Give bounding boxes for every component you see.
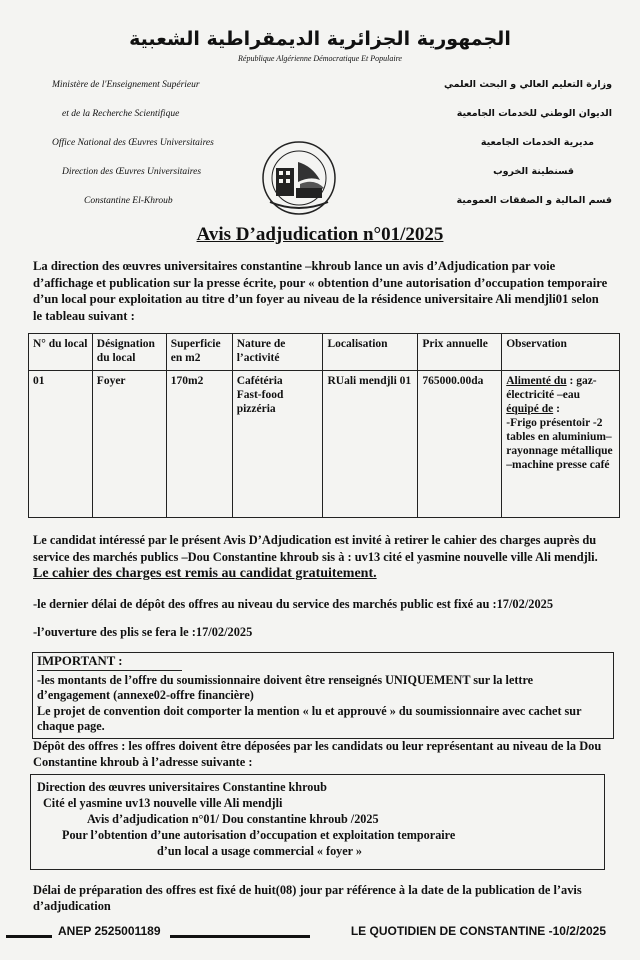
cell-designation: Foyer bbox=[92, 371, 166, 518]
right-institution-block bbox=[432, 74, 612, 219]
cell-num: 01 bbox=[29, 371, 93, 518]
obs-equipe-label: équipé de bbox=[506, 403, 554, 415]
col-header: Désignation du local bbox=[92, 334, 166, 371]
cahier-gratuit: Le cahier des charges est remis au candidat gratuitement. bbox=[33, 566, 377, 581]
left-line: Office National des Œuvres Universitaires bbox=[52, 138, 214, 148]
left-line: Direction des Œuvres Universitaires bbox=[62, 167, 202, 177]
cell-superficie: 170m2 bbox=[166, 371, 232, 518]
nature-line: Cafétéria bbox=[236, 375, 283, 387]
notice-title: Avis D’adjudication n°01/2025 bbox=[196, 224, 444, 245]
address-box bbox=[30, 774, 605, 870]
left-line: Ministère de l'Enseignement Supérieur bbox=[52, 80, 200, 90]
important-line: -les montants de l’offre du soumissionnaire doivent être renseignés UNIQUEMENT sur la lettre d’engagement (annexe02-offre financière) bbox=[37, 672, 534, 702]
footer-rule bbox=[170, 935, 310, 938]
address-line: d’un local a usage commercial « foyer » bbox=[157, 844, 363, 858]
anep-reference: ANEP 2525001189 bbox=[58, 924, 161, 938]
address-line: Pour l’obtention d’une autorisation d’occupation et exploitation temporaire bbox=[62, 828, 456, 842]
left-institution-block bbox=[52, 74, 232, 219]
french-republic-subtitle: République Algérienne Démocratique Et Populaire bbox=[238, 54, 402, 63]
footer-rule bbox=[6, 935, 52, 938]
delai-depot: -le dernier délai de dépôt des offres au niveau du service des marchés public est fixé au :17/02/2025 bbox=[33, 597, 554, 611]
candidat-paragraph bbox=[33, 532, 613, 583]
right-line: وزارة التعليم العالي و البحث العلمي bbox=[444, 79, 612, 90]
intro-paragraph: La direction des œuvres universitaires constantine –khroub lance un avis d’Adjudication par voie d’affichage et publication sur la presse écrite, pour « obtention d’une autorisation d’occupation temporaire d’un local pour exploitation au titre d’un foyer au niveau de la résidence universitaire Ali mendjli01 selon le tableau suivant : bbox=[33, 259, 608, 323]
col-header: N° du local bbox=[29, 334, 93, 371]
cell-observation bbox=[502, 371, 620, 518]
candidat-text: Le candidat intéressé par le présent Avis D’Adjudication est invité à retirer le cahier des charges auprès du service des marchés publics –Dou Constantine khroub sis à : uv13 cité el yasmine nouvelle ville Ali mendjli. bbox=[33, 533, 598, 564]
col-header: Observation bbox=[502, 334, 620, 371]
arabic-republic-title: الجمهورية الجزائرية الديمقراطية الشعبية bbox=[129, 28, 511, 50]
address-line: Direction des œuvres universitaires Constantine khroub bbox=[37, 780, 327, 794]
important-box bbox=[32, 652, 614, 739]
address-line: Cité el yasmine uv13 nouvelle ville Ali mendjli bbox=[43, 796, 283, 810]
right-line: قسم المالية و الصفقات العمومية bbox=[456, 195, 612, 206]
obs-equipe-text: : bbox=[556, 403, 560, 415]
obs-items: -Frigo présentoir -2 tables en aluminium– rayonnage métallique –machine presse café bbox=[506, 417, 613, 471]
footer bbox=[0, 920, 640, 950]
onou-logo-emblem bbox=[250, 138, 348, 218]
address-line: Avis d’adjudication n°01/ Dou constantine khroub /2025 bbox=[87, 812, 379, 826]
col-header: Nature de l’activité bbox=[232, 334, 323, 371]
col-header: Prix annuelle bbox=[418, 334, 502, 371]
table-row bbox=[29, 371, 620, 518]
important-label: IMPORTANT : bbox=[37, 654, 182, 671]
delai-preparation: Délai de préparation des offres est fixé de huit(08) jour par référence à la date de la publication de l’avis d’adjudication bbox=[33, 883, 582, 913]
important-line: Le projet de convention doit comporter la mention « lu et approuvé » du soumissionnaire avec cachet sur chaque page. bbox=[37, 703, 582, 733]
col-header: Superficie en m2 bbox=[166, 334, 232, 371]
local-table bbox=[28, 333, 620, 518]
obs-alimente-label: Alimenté du bbox=[506, 375, 567, 387]
journal-name-date: LE QUOTIDIEN DE CONSTANTINE -10/2/2025 bbox=[350, 924, 606, 938]
obs-alimente-text: : gaz-électricité –eau bbox=[506, 375, 597, 401]
right-line: قسنطينة الخروب bbox=[493, 166, 574, 177]
cell-localisation: RUali mendjli 01 bbox=[323, 371, 418, 518]
ouverture-plis: -l’ouverture des plis se fera le :17/02/2025 bbox=[33, 625, 253, 639]
nature-line: pizzéria bbox=[236, 403, 276, 415]
right-line: مديرية الخدمات الجامعية bbox=[480, 137, 594, 148]
depot-offres: Dépôt des offres : les offres doivent être déposées par les candidats ou leur représentant au niveau de la Dou Constantine khroub à l’adresse suivante : bbox=[33, 739, 602, 769]
cell-nature bbox=[232, 371, 323, 518]
left-line: Constantine El-Khroub bbox=[84, 196, 173, 206]
nature-line: Fast-food bbox=[236, 389, 284, 401]
right-line: الديوان الوطني للخدمات الجامعية bbox=[456, 108, 612, 119]
left-line: et de la Recherche Scientifique bbox=[62, 109, 180, 119]
table-header-row bbox=[29, 334, 620, 371]
cell-prix: 765000.00da bbox=[418, 371, 502, 518]
col-header: Localisation bbox=[323, 334, 418, 371]
